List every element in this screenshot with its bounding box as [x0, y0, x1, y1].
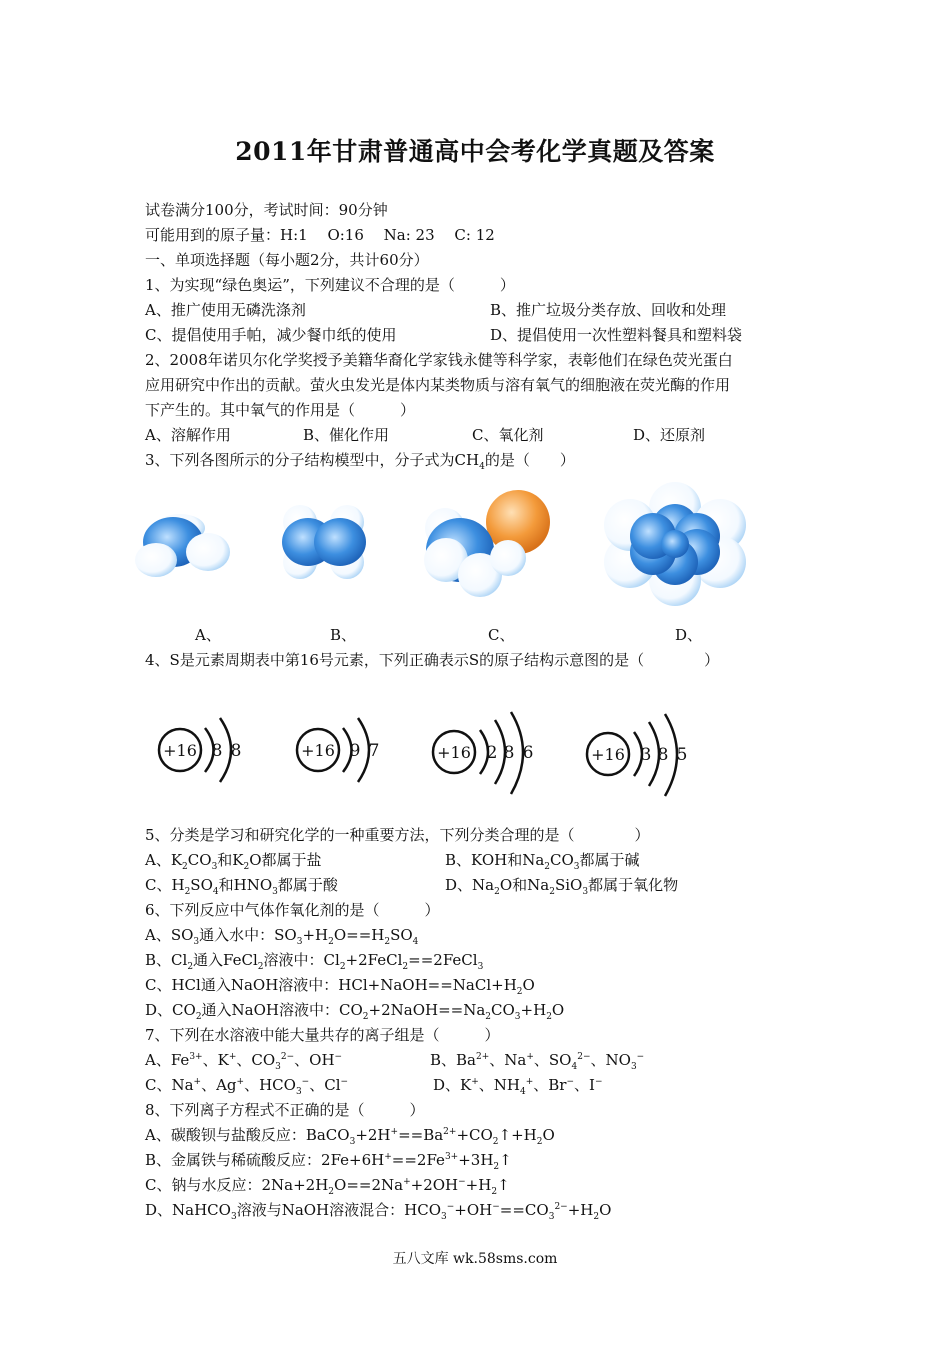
q1-option-d: D、提倡使用一次性塑料餐具和塑料袋 — [490, 326, 743, 344]
q8-stem: 8、下列离子方程式不正确的是（ ） — [145, 1101, 425, 1119]
shell-count: 2 — [486, 743, 498, 763]
q8-option-d: D、NaHCO$_3$溶液与NaOH溶液混合：$HCO_3^-+OH^-==CO_3^{2-}+H_2O$ — [145, 1201, 612, 1222]
q5-option-d: D、$Na_2O$和$Na_2SiO_3$都属于氧化物 — [445, 876, 679, 897]
q3-label-c: C、 — [488, 626, 515, 644]
atom-diagram-a — [159, 718, 241, 782]
page-title: 2011年甘肃普通高中会考化学真题及答案 — [235, 137, 715, 166]
q5-stem: 5、分类是学习和研究化学的一种重要方法，下列分类合理的是（ ） — [145, 826, 650, 844]
q5-option-c: C、$H_2SO_4$和$HNO_3$都属于酸 — [145, 876, 338, 897]
q2-option-a: A、溶解作用 — [145, 426, 231, 444]
q5-option-b: B、KOH和$Na_2CO_3$都属于碱 — [445, 851, 640, 872]
atom-diagram-b — [297, 718, 379, 782]
q1-option-a: A、推广使用无磷洗涤剂 — [145, 301, 306, 319]
q4-stem: 4、S是元素周期表中第16号元素，下列正确表示S的原子结构示意图的是（ ） — [145, 651, 720, 669]
q6-stem: 6、下列反应中气体作氧化剂的是（ ） — [145, 901, 440, 919]
q1-option-c: C、提倡使用手帕，减少餐巾纸的使用 — [145, 326, 397, 344]
q7-option-c: C、Na+、Ag+、$HCO_3^-$、Cl− — [145, 1076, 349, 1097]
atom-diagram-c — [433, 712, 533, 794]
shell-count: 9 — [349, 741, 361, 761]
q2-stem-line3: 下产生的。其中氧气的作用是（ ） — [145, 401, 416, 419]
molecule-a — [135, 514, 230, 577]
nucleus-label: +16 — [437, 743, 471, 762]
q3-label-b: B、 — [330, 626, 357, 644]
nucleus-label: +16 — [163, 741, 197, 760]
q2-option-b: B、催化作用 — [303, 426, 390, 444]
shell-count: 7 — [368, 741, 380, 761]
atom-diagrams — [150, 710, 710, 800]
shell-count: 3 — [640, 745, 652, 765]
q6-option-c: C、HCl通入NaOH溶液中：$HCl+NaOH==NaCl+H_2O$ — [145, 976, 535, 997]
molecule-d — [604, 482, 746, 606]
q3-label-a: A、 — [195, 626, 221, 644]
molecule-b — [282, 505, 366, 579]
q8-option-b: B、金属铁与稀硫酸反应：$2Fe+6H^+==2Fe^{3+}+3H_2↑$ — [145, 1151, 512, 1172]
atomic-masses: 可能用到的原子量：H:1 O:16 Na: 23 C: 12 — [145, 226, 495, 244]
shell-count: 6 — [522, 743, 534, 763]
nucleus-label: +16 — [591, 745, 625, 764]
q2-stem-line1: 2、2008年诺贝尔化学奖授予美籍华裔化学家钱永健等科学家，表彰他们在绿色荧光蛋白 — [145, 351, 733, 369]
q8-option-a: A、碳酸钡与盐酸反应：$BaCO_3+2H^+==Ba^{2+}+CO_2↑+H_2O$ — [145, 1126, 555, 1147]
atom-diagram-d — [587, 714, 687, 796]
q7-stem: 7、下列在水溶液中能大量共存的离子组是（ ） — [145, 1026, 500, 1044]
exam-info: 试卷满分100分，考试时间：90分钟 — [145, 201, 388, 219]
q3-stem: 3、下列各图所示的分子结构模型中，分子式为$CH_4$的是（ ） — [145, 451, 575, 472]
q7-option-a: A、$Fe^{3+}$、K+、$CO_3^{2-}$、OH− — [145, 1051, 343, 1072]
q1-stem: 1、为实现“绿色奥运”，下列建议不合理的是（ ） — [145, 276, 515, 294]
q1-option-b: B、推广垃圾分类存放、回收和处理 — [490, 301, 727, 319]
q2-stem-line2: 应用研究中作出的贡献。萤火虫发光是体内某类物质与溶有氧气的细胞液在荧光酶的作用 — [145, 376, 731, 394]
q7-option-b: B、$Ba^{2+}$、Na+、$SO_4^{2-}$、$NO_3^-$ — [430, 1051, 645, 1072]
q8-option-c: C、钠与水反应：$2Na+2H_2O==2Na^++2OH^-+H_2↑$ — [145, 1176, 510, 1197]
footer-watermark: 五八文库 wk.58sms.com — [392, 1251, 558, 1267]
q7-option-d: D、K+、$NH_4^+$、Br−、I− — [433, 1076, 603, 1097]
q2-option-c: C、氧化剂 — [472, 426, 544, 444]
q6-option-a: A、$SO_3$通入水中：$SO_3+H_2O==H_2SO_4$ — [145, 926, 419, 947]
q5-option-a: A、$K_2CO_3$和$K_2O$都属于盐 — [145, 851, 322, 872]
molecule-c — [424, 490, 550, 597]
q6-option-b: B、$Cl_2$通入FeCl$_2$溶液中：$Cl_2+2FeCl_2==2FeCl_3$ — [145, 951, 484, 972]
section-heading: 一、单项选择题（每小题2分，共计60分） — [145, 251, 429, 269]
q2-option-d: D、还原剂 — [633, 426, 706, 444]
nucleus-label: +16 — [301, 741, 335, 760]
shell-count: 8 — [503, 743, 515, 763]
shell-count: 8 — [657, 745, 669, 765]
molecule-models — [130, 480, 770, 610]
shell-count: 5 — [676, 745, 688, 765]
q3-label-d: D、 — [675, 626, 703, 644]
shell-count: 8 — [211, 741, 223, 761]
shell-count: 8 — [230, 741, 242, 761]
q6-option-d: D、$CO_2$通入NaOH溶液中：$CO_2+2NaOH==Na_2CO_3+H_2O$ — [145, 1001, 565, 1022]
